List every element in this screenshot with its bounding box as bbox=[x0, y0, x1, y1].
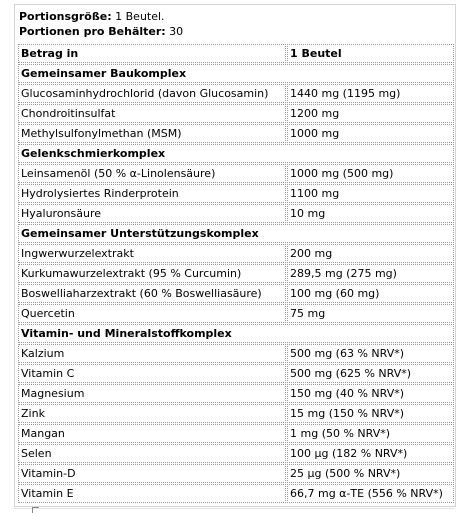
section-title: Gemeinsamer Baukomplex bbox=[18, 64, 454, 83]
nutrition-table-body bbox=[18, 44, 454, 503]
table-row bbox=[18, 124, 454, 143]
section-header-row bbox=[18, 144, 454, 163]
ingredient-name: Quercetin bbox=[18, 304, 286, 323]
ingredient-name: Kalzium bbox=[18, 344, 286, 363]
ingredient-name: Zink bbox=[18, 404, 286, 423]
table-row bbox=[18, 184, 454, 203]
serving-info bbox=[19, 9, 183, 39]
table-row bbox=[18, 304, 454, 323]
ingredient-amount: 500 mg (625 % NRV*) bbox=[287, 364, 454, 383]
ingredient-name: Magnesium bbox=[18, 384, 286, 403]
table-row bbox=[18, 444, 454, 463]
header-amount-label: Betrag in bbox=[18, 44, 286, 63]
table-header-row bbox=[18, 44, 454, 63]
header-serving-label: 1 Beutel bbox=[287, 44, 454, 63]
table-row bbox=[18, 464, 454, 483]
section-title: Gemeinsamer Unterstützungskomplex bbox=[18, 224, 454, 243]
ingredient-name: Leinsamenöl (50 % α-Linolensäure) bbox=[18, 164, 286, 183]
table-row bbox=[18, 164, 454, 183]
ingredient-amount: 66,7 mg α-TE (556 % NRV*) bbox=[287, 484, 454, 503]
ingredient-amount: 289,5 mg (275 mg) bbox=[287, 264, 454, 283]
page-divider bbox=[14, 508, 454, 509]
ingredient-amount: 150 mg (40 % NRV*) bbox=[287, 384, 454, 403]
serving-size-value: 1 Beutel. bbox=[111, 10, 165, 23]
resize-corner-icon bbox=[32, 507, 39, 513]
table-row bbox=[18, 204, 454, 223]
ingredient-name: Vitamin E bbox=[18, 484, 286, 503]
ingredient-amount: 1200 mg bbox=[287, 104, 454, 123]
ingredient-amount: 25 µg (500 % NRV*) bbox=[287, 464, 454, 483]
table-row bbox=[18, 344, 454, 363]
section-header-row bbox=[18, 324, 454, 343]
servings-per-container-line bbox=[19, 24, 183, 39]
ingredient-name: Glucosaminhydrochlorid (davon Glucosamin) bbox=[18, 84, 286, 103]
ingredient-name: Chondroitinsulfat bbox=[18, 104, 286, 123]
table-row bbox=[18, 284, 454, 303]
serving-size-line bbox=[19, 9, 183, 24]
section-title: Gelenkschmierkomplex bbox=[18, 144, 454, 163]
ingredient-amount: 10 mg bbox=[287, 204, 454, 223]
ingredient-name: Vitamin-D bbox=[18, 464, 286, 483]
ingredient-amount: 1440 mg (1195 mg) bbox=[287, 84, 454, 103]
table-row bbox=[18, 244, 454, 263]
section-title: Vitamin- und Mineralstoffkomplex bbox=[18, 324, 454, 343]
ingredient-amount: 15 mg (150 % NRV*) bbox=[287, 404, 454, 423]
ingredient-name: Kurkumawurzelextrakt (95 % Curcumin) bbox=[18, 264, 286, 283]
ingredient-amount: 1000 mg bbox=[287, 124, 454, 143]
ingredient-name: Hydrolysiertes Rinderprotein bbox=[18, 184, 286, 203]
table-row bbox=[18, 384, 454, 403]
nutrition-table bbox=[17, 43, 455, 504]
ingredient-amount: 500 mg (63 % NRV*) bbox=[287, 344, 454, 363]
serving-size-label: Portionsgröße: bbox=[19, 10, 112, 23]
ingredient-name: Selen bbox=[18, 444, 286, 463]
ingredient-amount: 100 mg (60 mg) bbox=[287, 284, 454, 303]
table-row bbox=[18, 84, 454, 103]
table-row bbox=[18, 364, 454, 383]
section-header-row bbox=[18, 224, 454, 243]
ingredient-amount: 1000 mg (500 mg) bbox=[287, 164, 454, 183]
ingredient-amount: 75 mg bbox=[287, 304, 454, 323]
table-row bbox=[18, 424, 454, 443]
ingredient-amount: 1100 mg bbox=[287, 184, 454, 203]
servings-per-container-label: Portionen pro Behälter: bbox=[19, 25, 166, 38]
table-row bbox=[18, 104, 454, 123]
ingredient-amount: 1 mg (50 % NRV*) bbox=[287, 424, 454, 443]
ingredient-name: Hyaluronsäure bbox=[18, 204, 286, 223]
table-row bbox=[18, 404, 454, 423]
servings-per-container-value: 30 bbox=[165, 25, 184, 38]
section-header-row bbox=[18, 64, 454, 83]
table-row bbox=[18, 484, 454, 503]
table-row bbox=[18, 264, 454, 283]
ingredient-name: Mangan bbox=[18, 424, 286, 443]
ingredient-name: Methylsulfonylmethan (MSM) bbox=[18, 124, 286, 143]
ingredient-name: Ingwerwurzelextrakt bbox=[18, 244, 286, 263]
ingredient-name: Boswelliaharzextrakt (60 % Boswelliasäure) bbox=[18, 284, 286, 303]
nutrition-panel bbox=[14, 4, 456, 507]
ingredient-name: Vitamin C bbox=[18, 364, 286, 383]
ingredient-amount: 200 mg bbox=[287, 244, 454, 263]
ingredient-amount: 100 µg (182 % NRV*) bbox=[287, 444, 454, 463]
